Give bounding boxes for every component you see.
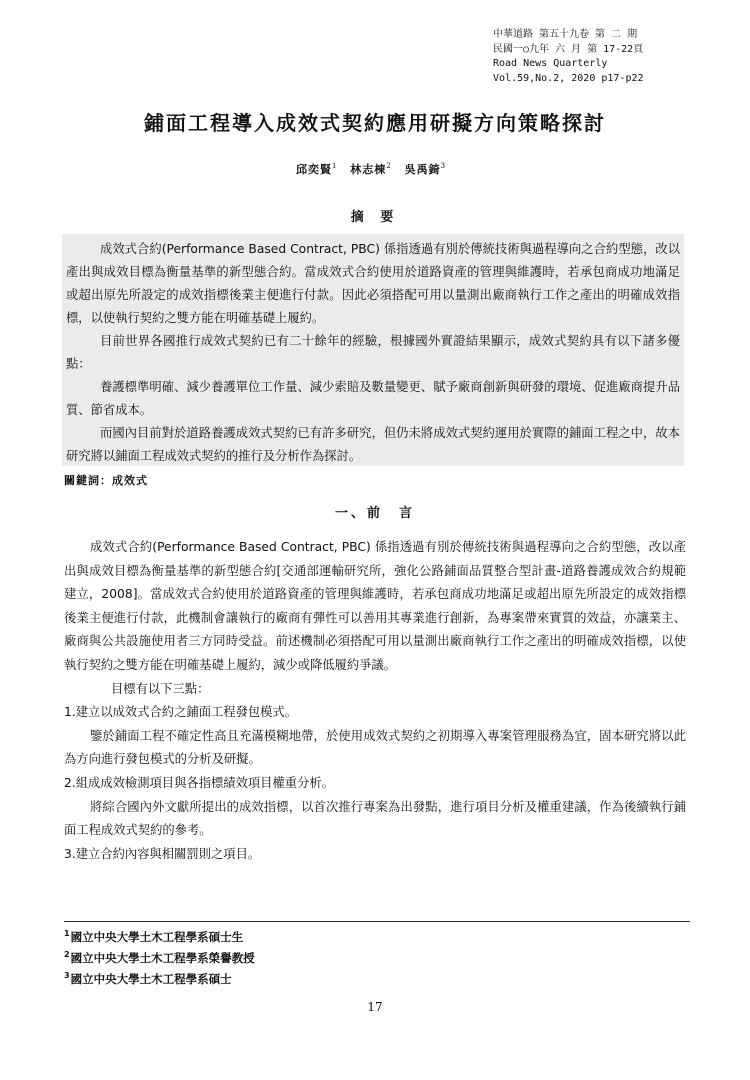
author-name: 林志棟 bbox=[350, 163, 387, 176]
goal-item: 3.建立合約內容與相關罰則之項目。 bbox=[64, 846, 261, 861]
body-paragraph: 成效式合約(Performance Based Contract, PBC) 係指透過有別於傳統技術與過程導向之合約型態，改以產出與成效目標為衡量基準的新型態合約[交通部運輸研究所，強化公路鋪面品質整合型計畫-道路養護成效合約規範建立，2008]。當成效式合約使用於道路資產的管理與維護時，若承包商成功地滿足或超出原先所設定的成效指標後業主便進行付款，此機制會讓執行的廠商有彈性可以善用其專業進行創新，為專案帶來實質的效益，亦讓業主、廠商與公共設施使用者三方同時受益。前述機制必須搭配可用以量測出廠商執行工作之產出的明確成效指標，以使執行契約之雙方能在明確基礎上履約，減少或降低履約爭議。 bbox=[64, 540, 686, 672]
abstract-box bbox=[62, 234, 684, 466]
section-body bbox=[64, 536, 686, 866]
section-heading: 一、前 言 bbox=[334, 506, 415, 521]
footnotes bbox=[64, 925, 255, 987]
footnote bbox=[64, 967, 255, 988]
footnote-text: 國立中央大學土木工程學系榮譽教授 bbox=[70, 950, 255, 965]
goal-item: 2.組成成效檢測項目與各指標績效項目權重分析。 bbox=[64, 775, 334, 790]
keywords: 關鍵詞：成效式 bbox=[64, 474, 148, 487]
abstract-paragraph: 而國內目前對於道路養護成效式契約已有許多研究，但仍未將成效式契約運用於實際的鋪面工程之中，故本研究將以鋪面工程成效式契約的推行及分析作為探討。 bbox=[66, 426, 680, 463]
footnote-text: 國立中央大學土木工程學系碩士生 bbox=[70, 929, 244, 944]
footnote-mark: 1 bbox=[64, 929, 70, 938]
footnote bbox=[64, 925, 255, 946]
footnote bbox=[64, 946, 255, 967]
author-mark: 2 bbox=[386, 162, 392, 171]
author-list bbox=[0, 161, 750, 177]
author-mark: 1 bbox=[331, 162, 338, 171]
footnote-text: 國立中央大學土木工程學系碩士 bbox=[70, 971, 232, 986]
journal-info-line: 中華道路 第五十九卷 第 二 期 bbox=[493, 29, 638, 40]
journal-info bbox=[493, 28, 693, 86]
journal-info-line: 民國一○九年 六 月 第 17-22頁 bbox=[493, 43, 644, 55]
paper-title: 鋪面工程導入成效式契約應用研擬方向策略探討 bbox=[144, 111, 606, 135]
goal-detail: 將綜合國內外文獻所提出的成效指標，以首次推行專案為出發點，進行項目分析及權重建議，作為後續執行鋪面工程成效式契約的參考。 bbox=[64, 799, 686, 838]
goals-intro: 目標有以下三點： bbox=[111, 681, 210, 696]
abstract-paragraph: 目前世界各國推行成效式契約已有二十餘年的經驗，根據國外實證結果顯示，成效式契約具有以下諸多優點： bbox=[66, 334, 680, 371]
journal-info-line: Road News Quarterly bbox=[493, 58, 608, 69]
author-name: 吳禹錡 bbox=[404, 163, 441, 176]
author-mark: 3 bbox=[440, 162, 447, 171]
abstract-paragraph: 成效式合約(Performance Based Contract, PBC) 係指透過有別於傳統技術與過程導向之合約型態，改以產出與成效目標為衡量基準的新型態合約。當成效式合約使用於道路資產的管理與維護時，若承包商成功地滿足或超出原先所設定的成效指標後業主便進行付款。因此必須搭配可用以量測出廠商執行工作之產出的明確成效指標，以使執行契約之雙方能在明確基礎上履約。 bbox=[66, 242, 680, 325]
page-number: 17 bbox=[367, 1000, 383, 1014]
goal-item: 1.建立以成效式合約之鋪面工程發包模式。 bbox=[64, 705, 298, 720]
abstract-paragraph: 養護標準明確、減少養護單位工作量、減少索賠及數量變更、賦予廠商創新與研發的環境、促進廠商提升品質、節省成本。 bbox=[66, 380, 680, 417]
footnote-mark: 2 bbox=[64, 949, 70, 959]
abstract-heading: 摘 要 bbox=[350, 210, 400, 225]
journal-info-line: Vol.59,No.2, 2020 p17-p22 bbox=[493, 72, 644, 84]
goal-detail: 鑒於鋪面工程不確定性高且充滿模糊地帶，於使用成效式契約之初期導入專案管理服務為宜，固本研究將以此為方向進行發包模式的分析及研擬。 bbox=[64, 728, 686, 767]
author-name: 邱奕賢 bbox=[295, 163, 332, 176]
footnote-mark: 3 bbox=[64, 970, 70, 980]
footnote-divider bbox=[64, 921, 690, 922]
